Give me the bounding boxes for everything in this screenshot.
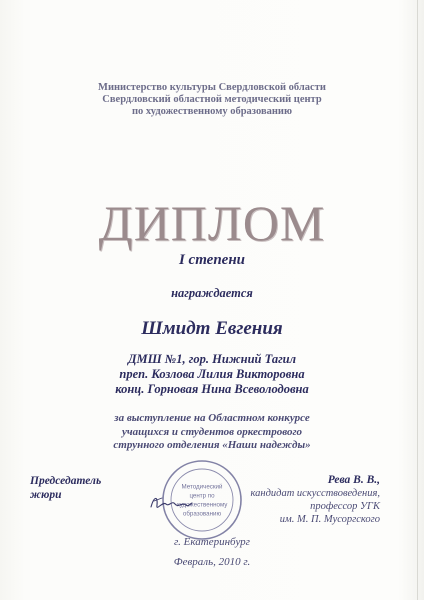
reason-line-2: учащихся и студентов оркестрового: [121, 425, 303, 438]
jury-role-line-1: Председатель: [30, 475, 102, 487]
diploma-title: ДИПЛОМ: [98, 195, 326, 251]
stamp-text-line: художественному: [176, 501, 228, 509]
recipient-school: ДМШ №1, гор. Нижний Тагил: [127, 352, 297, 366]
recipient-name: Шмидт Евгения: [141, 318, 283, 339]
stamp-text-line: образованию: [182, 510, 222, 518]
city: г. Екатеринбург: [174, 536, 250, 548]
issue-date: Февраль, 2010 г.: [173, 556, 251, 568]
jury-chair-name: Рева В. В.,: [327, 474, 380, 486]
reason-line-3: струнного отделения «Наши надежды»: [113, 439, 311, 451]
recipient-teacher: преп. Козлова Лилия Викторовна: [119, 367, 305, 381]
issuer-line-3: по художественному образованию: [131, 106, 293, 117]
jury-chair-title-3: им. М. П. Мусоргского: [279, 514, 380, 525]
issuer-line-2: Свердловский областной методический центр: [102, 94, 322, 105]
recipient-details: [0, 352, 424, 397]
jury-chair-block: [250, 474, 380, 526]
stamp-text-line: Методический: [181, 483, 223, 491]
jury-chair-title-1: кандидат искусствоведения,: [250, 488, 380, 499]
diploma-degree: I степени: [178, 252, 246, 268]
jury-role-line-2: жюри: [30, 489, 62, 501]
recipient-accompanist: конц. Горновая Нина Всеволодовна: [115, 382, 309, 396]
awarded-label: награждается: [171, 286, 253, 300]
jury-role: [30, 474, 101, 502]
reason-line-1: за выступление на Областном конкурсе: [114, 412, 310, 424]
stamp-text-line: центр по: [189, 492, 215, 500]
signature: [148, 492, 194, 514]
issuer-block: [0, 82, 424, 118]
award-reason: [0, 412, 424, 453]
jury-chair-title-2: профессор УГК: [310, 501, 380, 512]
issuer-line-1: Министерство культуры Свердловской области: [98, 82, 326, 93]
